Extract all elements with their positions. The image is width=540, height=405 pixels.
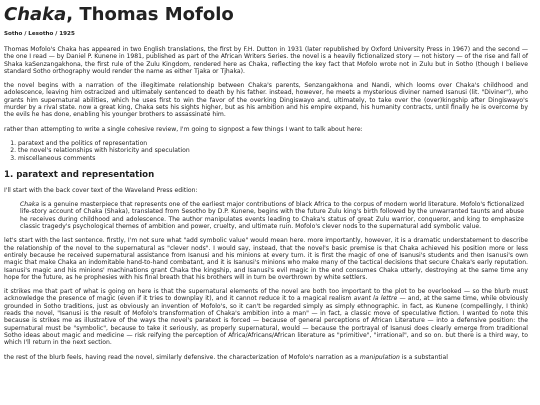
blurb-quote-body: is a genuine masterpiece that represents one of the earliest major contributions of black Africa to the corpus of modern world literature. Mofolo's fictionalized life-story account of Chaka (Shaka), translated from Sesotho by D.P. Kunene, begins with the future Zulu king's birth followed by the unwarranted taunts and abuse he receives during childhood and adolescence. The author manipulates events leading to Chaka's status of great Zulu warrior, conqueror, and king to emphasize classic tragedy's psychological themes of ambition and power, cruelty, and ultimate ruin. Mofolo's clever nods to the supernatural add symbolic value. [20, 201, 524, 231]
blurb-quote-title: Chaka [20, 201, 40, 209]
quote-intro-paragraph: I'll start with the back cover text of the Waveland Press edition: [4, 186, 198, 194]
list-item: 2. the novel's relationships with historicity and speculation [18, 147, 528, 154]
title-author: , Thomas Mofolo [66, 4, 234, 25]
topic-list [4, 140, 528, 162]
blurb-quote [4, 201, 528, 230]
intro-paragraph: Thomas Mofolo's Chaka has appeared in two English translations, the first by F.H. Dutton in 1931 (later republished by Oxford University Press in 1967) and the second — the one I read — by Daniel P. Kunene in 1981, published as part of the African Writers Series. the novel is a heavily fictionalized story — not history — of the rise and fall of Shaka kaSenzangakhona, the first rule of the Zulu Kingdom, rendered here as Chaka, reflecting the key fact that Mofolo wrote not in Zulu but in Sotho (though I believe standard Sotho orthography would render the name as either Tjaka or Tjhaka). [4, 46, 528, 75]
blurb-quote-text [20, 201, 524, 230]
title-book-name: Chaka [4, 4, 67, 25]
section-heading: 1. paratext and representation [4, 169, 155, 180]
list-item: 1. paratext and the politics of representation [18, 140, 528, 147]
blurb-critique-paragraph: the rest of the blurb feels, having read the novel, similarly defensive. the characterization of Mofolo's narration as a manipulation is a substantial [4, 353, 448, 361]
page-title [4, 5, 528, 25]
list-item: 3. miscellaneous comments [18, 155, 528, 162]
signpost-paragraph: rather than attempting to write a single cohesive review, I'm going to signpost a few things I want to talk about here: [4, 125, 363, 133]
analysis-paragraph: let's start with the last sentence. firstly, I'm not sure what "add symbolic value" would mean here. more importantly, however, it is a dramatic understatement to describe the relationship of the novel to the supernatural as "clever nods". I would say, instead, that the novel's basic premise is that Chaka achieved his position more or less entirely because he received supernatural assistance from Isanusi and his minions at every turn. it is first the magic of one of Isanusi's students and then Isanusi's own magic that make Chaka an indomitable hand-to-hand combatant, and it is Isanusi's minions who make many of the tactical decisions that secure Chaka's early reputation. Isanusi's magic and his minions' machinations grant Chaka the kingship, and Isanusi's evil magic in the end consumes Chaka utterly, destroying at the same time any hope for the future, as he prophesies with his final breath that his brothers will in turn be overthrown by white settlers. [4, 237, 528, 281]
supernatural-paragraph: it strikes me that part of what is going on here is that the supernatural elements of the novel are both too important to the plot to be overlooked — so the blurb must acknowledge the presence of magic (even if it tries to downplay it), and it cannot reduce it to a magical realism avant la lettre — and, at the same time, while obviously grounded in Sotho traditions, just as obviously an invention of Mofolo's, so it can't be regarded simply as simply ethnographic. in fact, as Kunene (compellingly, I think) reads the novel, "Isanusi is the result of Mofolo's transformation of Chaka's ambition into a man" — in fact, a classic move of speculative fiction. I wanted to note this because is strikes me as illustrative of the ways the novel's paratext is forced — because of general perceptions of African Literature — into a defensive position: the supernatural must be "symbolic", because to take it seriously, as properly supernatural, would — because the portrayal of Isanusi does clearly emerge from traditional Sotho ideas about magic and medicine — risk reifying the perception of Africa/Africans/African literature as "primitive", "irrational", and so on. but there is a third way, to which I'll return in the next section. [4, 288, 528, 347]
summary-paragraph: the novel begins with a narration of the illegitimate relationship between Chaka's parents, Senzangakhona and Nandi, which looms over Chaka's childhood and adolescence, leaving him ostracized and ultimately sentenced to death by his father. instead, however, he meets a mysterious diviner named Isanusi (lit. "Diviner"), who grants him supernatural abilities, which he uses first to win the favor of the overking Dingiswayo and, ultimately, to take over the (over)kingship after Dingiswayo's murder by a rival state. now a great king, Chaka sets his sights higher, but as his ambition and his empire expand, his humanity contracts, until finally he is overcome by the evils he has done, enabling his younger brothers to assassinate him. [4, 82, 528, 119]
meta-line: Sotho / Lesotho / 1925 [4, 31, 75, 37]
